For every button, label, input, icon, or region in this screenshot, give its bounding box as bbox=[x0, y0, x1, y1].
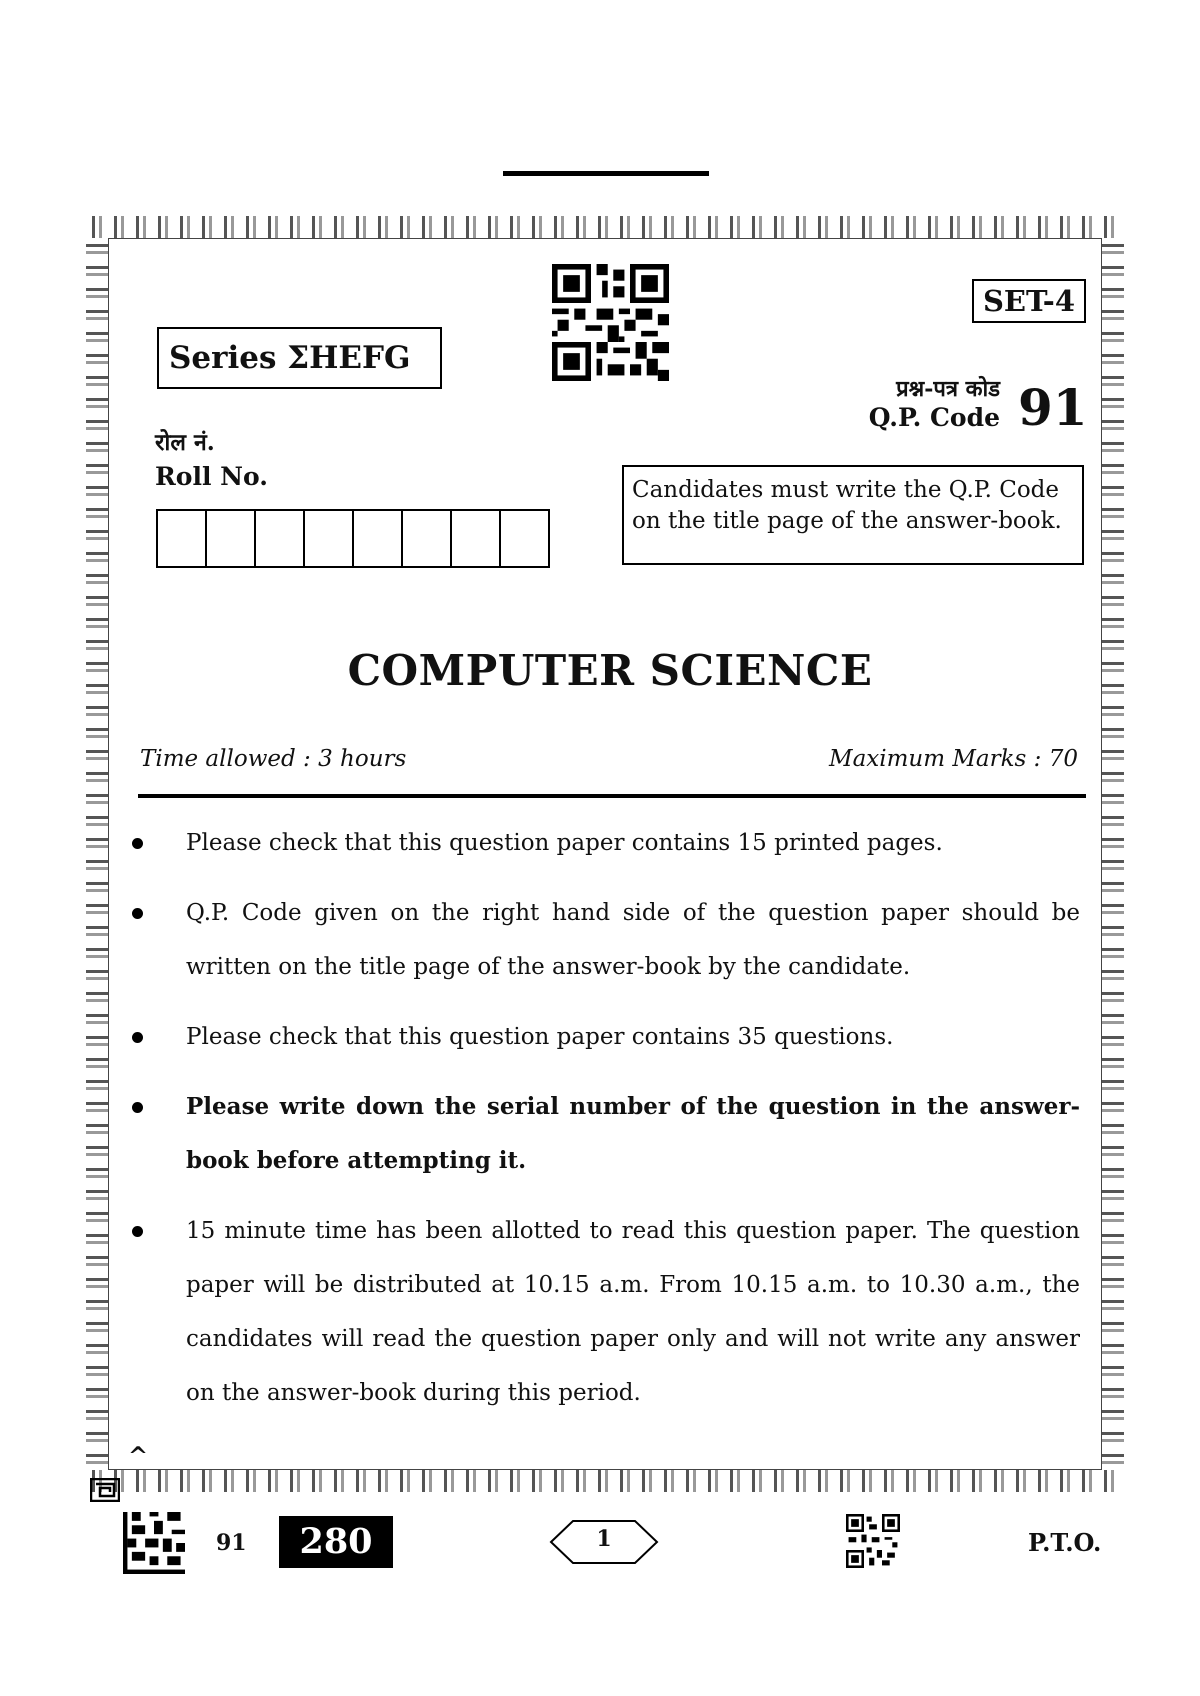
roll-no-digit-box[interactable] bbox=[354, 511, 403, 566]
corner-symbol-icon bbox=[90, 1478, 120, 1502]
instruction-text: Q.P. Code given on the right hand side of the question paper should be written on the title page of the answer-book by the candidate. bbox=[186, 900, 1080, 980]
instruction-text: Please write down the serial number of the question in the answer-book before attempting it. bbox=[186, 1093, 1080, 1174]
instruction-item bbox=[132, 1080, 1080, 1188]
roll-no-digit-box[interactable] bbox=[501, 511, 550, 566]
series-label: Series ΣHEFG bbox=[157, 327, 442, 389]
header-divider bbox=[138, 794, 1086, 798]
roll-no-digit-box[interactable] bbox=[403, 511, 452, 566]
qp-code-hindi-label: प्रश्न-पत्र कोड bbox=[896, 376, 1000, 402]
please-turn-over: P.T.O. bbox=[1028, 1528, 1102, 1557]
small-qr-code-icon bbox=[846, 1514, 900, 1568]
maximum-marks: Maximum Marks : 70 bbox=[829, 746, 1078, 772]
instruction-item bbox=[132, 1010, 1080, 1064]
footer-code: 91 bbox=[216, 1530, 247, 1556]
candidate-instruction-box: Candidates must write the Q.P. Code on the title page of the answer-book. bbox=[622, 465, 1084, 565]
top-rule bbox=[503, 171, 709, 176]
set-label: SET-4 bbox=[972, 279, 1086, 323]
caret-mark: ^ bbox=[128, 1441, 149, 1470]
roll-no-digit-box[interactable] bbox=[305, 511, 354, 566]
roll-no-input-boxes[interactable] bbox=[156, 509, 550, 568]
qp-code-value: 91 bbox=[1018, 378, 1088, 437]
roll-no-digit-box[interactable] bbox=[207, 511, 256, 566]
instruction-item bbox=[132, 1204, 1080, 1420]
time-allowed: Time allowed : 3 hours bbox=[140, 746, 407, 772]
bullet-icon bbox=[132, 838, 143, 849]
qr-code-icon bbox=[552, 264, 669, 381]
bullet-icon bbox=[132, 908, 143, 919]
bullet-icon bbox=[132, 1102, 143, 1113]
instruction-text: Please check that this question paper contains 35 questions. bbox=[186, 1024, 894, 1050]
datamatrix-barcode-icon bbox=[123, 1512, 185, 1574]
page-number: 1 bbox=[596, 1526, 612, 1552]
roll-no-label: Roll No. bbox=[155, 462, 268, 491]
bullet-icon bbox=[132, 1226, 143, 1237]
instruction-text: Please check that this question paper contains 15 printed pages. bbox=[186, 830, 943, 856]
exam-title: COMPUTER SCIENCE bbox=[347, 646, 873, 695]
roll-no-digit-box[interactable] bbox=[256, 511, 305, 566]
roll-no-hindi-label: रोल नं. bbox=[155, 429, 215, 456]
qp-code-label: Q.P. Code bbox=[868, 403, 1000, 432]
instruction-item bbox=[132, 886, 1080, 994]
bullet-icon bbox=[132, 1032, 143, 1043]
instruction-item bbox=[132, 816, 1080, 870]
roll-no-digit-box[interactable] bbox=[158, 511, 207, 566]
roll-no-digit-box[interactable] bbox=[452, 511, 501, 566]
instruction-list bbox=[132, 816, 1080, 1436]
instruction-text: 15 minute time has been allotted to read this question paper. The question paper will be distributed at 10.15 a.m. From 10.15 a.m. to 10.30 a.m., the candidates will read the question paper only and will not write any answer on the answer-book during this period. bbox=[186, 1218, 1080, 1406]
footer-number-badge: 280 bbox=[279, 1516, 393, 1568]
